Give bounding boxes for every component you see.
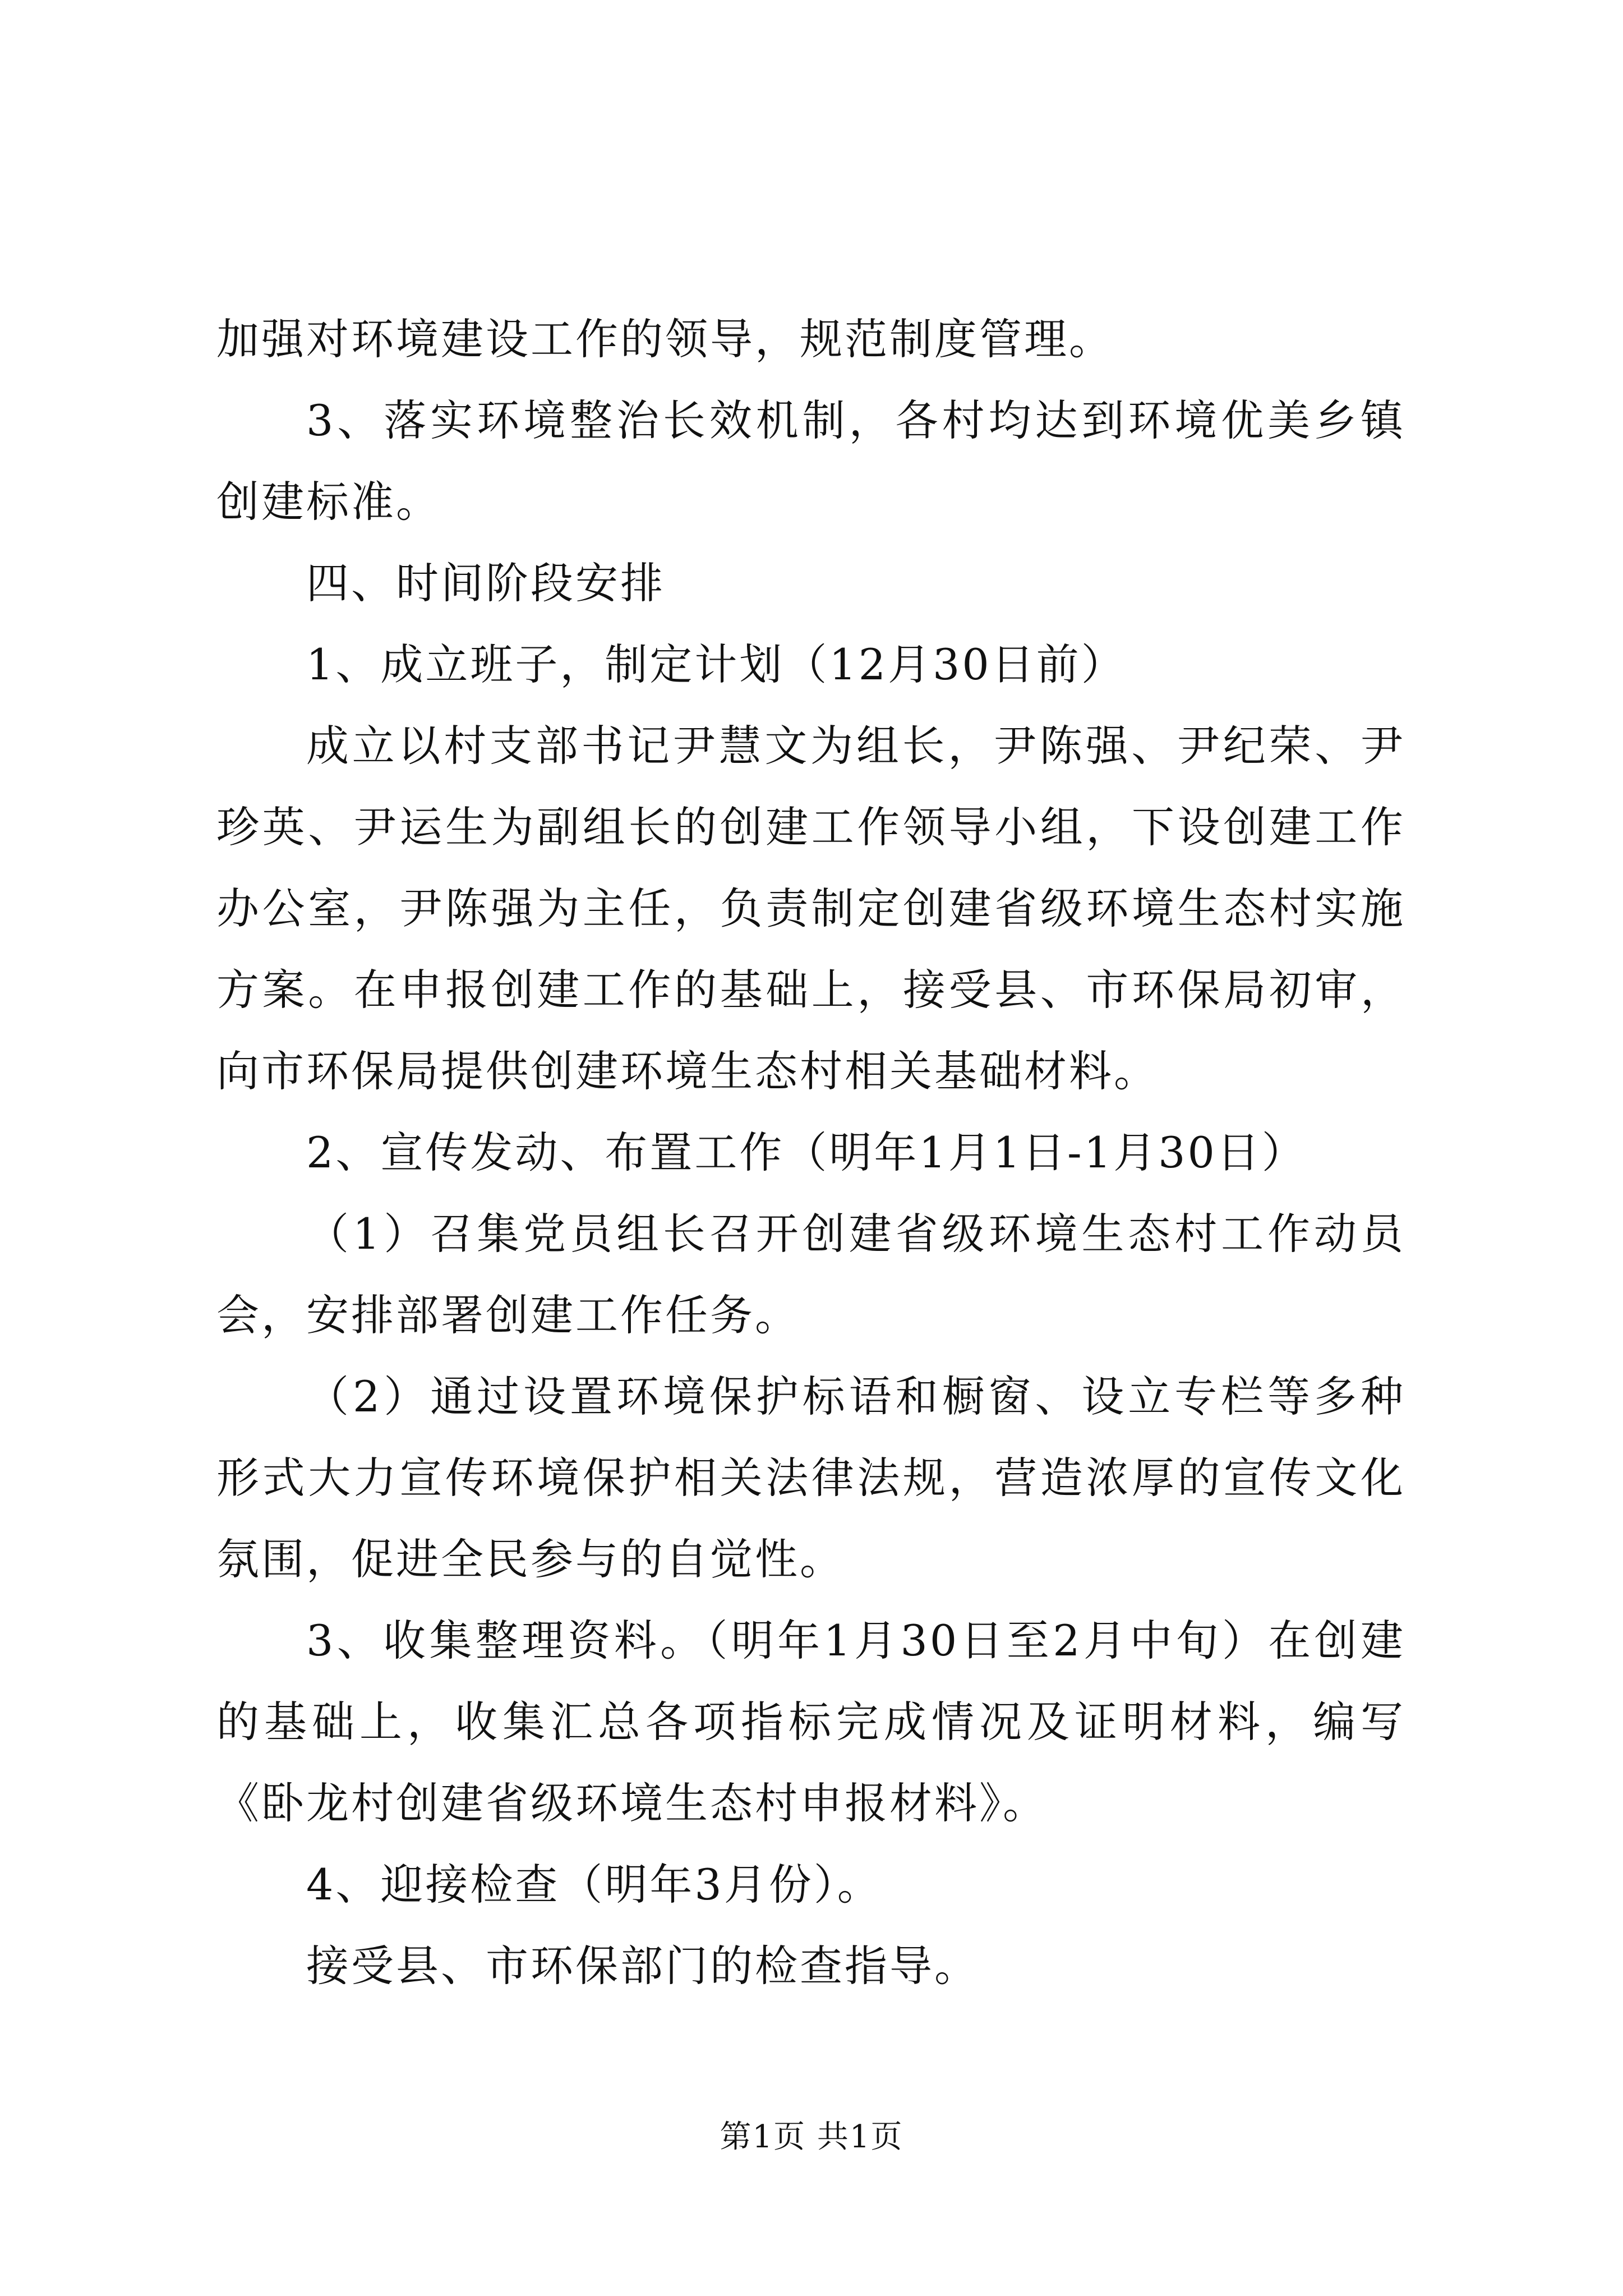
paragraph: 接受县、市环保部门的检查指导。 — [306, 1941, 979, 1991]
paragraph: 加强对环境建设工作的领导，规范制度管理。 — [216, 314, 1114, 364]
document-body — [216, 298, 1405, 2007]
paragraph: （2）通过设置环境保护标语和橱窗、设立专栏等多种形式大力宣传环境保护相关法律法规，营造浓厚的宣传文化氛围，促进全民参与的自觉性。 — [216, 1372, 1405, 1584]
paragraph: （1）召集党员组长召开创建省级环境生态村工作动员会，安排部署创建工作任务。 — [216, 1209, 1405, 1340]
subsection-heading: 1、成立班子，制定计划（12月30日前） — [306, 639, 1126, 689]
paragraph: 3、收集整理资料。（明年1月30日至2月中旬）在创建的基础上，收集汇总各项指标完成情况及证明材料，编写《卧龙村创建省级环境生态村申报材料》。 — [216, 1616, 1405, 1828]
subsection-heading: 2、宣传发动、布置工作（明年1月1日-1月30日） — [306, 1128, 1307, 1177]
page-footer: 第1页 共1页 — [720, 2119, 903, 2155]
paragraph: 成立以村支部书记尹慧文为组长，尹陈强、尹纪荣、尹珍英、尹运生为副组长的创建工作领导小组，下设创建工作办公室，尹陈强为主任，负责制定创建省级环境生态村实施方案。在申报创建工作的基础上，接受县、市环保局初审，向市环保局提供创建环境生态村相关基础材料。 — [216, 721, 1405, 1096]
section-heading: 四、时间阶段安排 — [306, 558, 665, 608]
subsection-heading: 4、迎接检查（明年3月份）。 — [306, 1860, 882, 1910]
paragraph: 3、落实环境整治长效机制，各村均达到环境优美乡镇创建标准。 — [216, 395, 1405, 527]
